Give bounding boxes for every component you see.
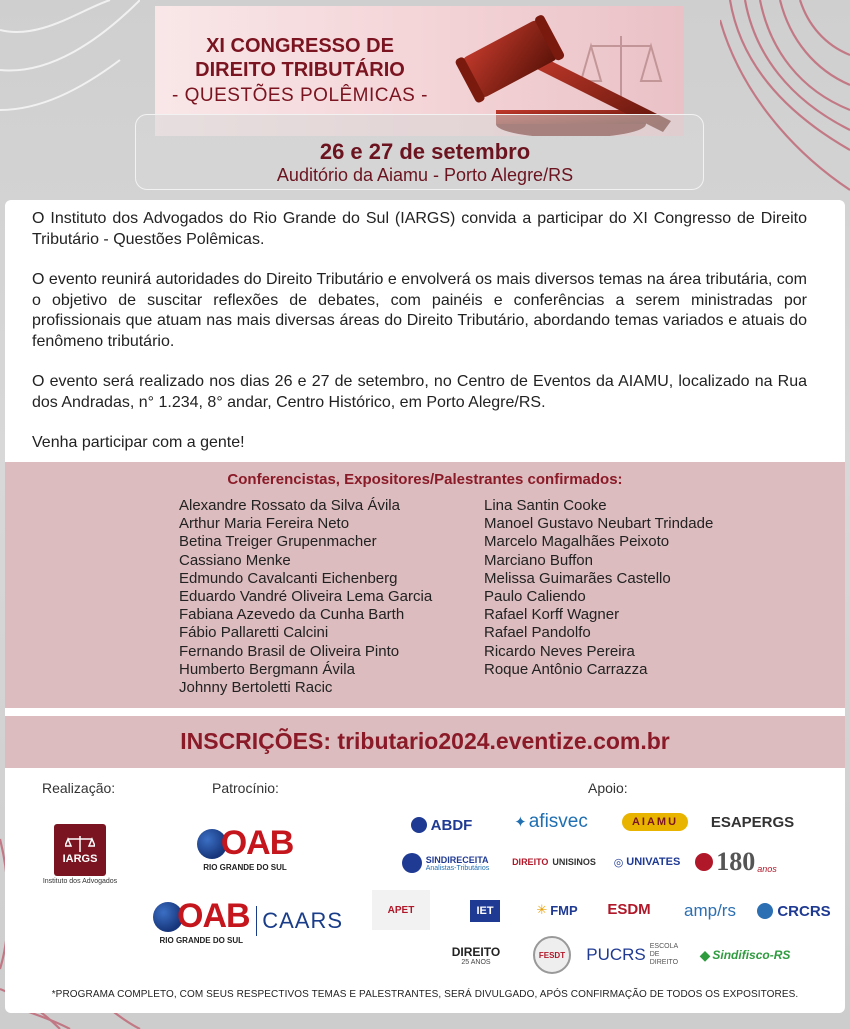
direito25-text: DIREITO [451,944,501,959]
esapergs-text: ESAPERGS [710,813,795,831]
speakers-list-left [179,497,432,697]
iab-icon [695,853,713,871]
apet-text: APET [387,904,415,916]
speaker-item: Arthur Maria Fereira Neto [179,515,350,533]
fmp-icon: ✳ [536,902,548,917]
footnote: *PROGRAMA COMPLETO, COM SEUS RESPECTIVOS TEMAS E PALESTRANTES, SERÁ DIVULGADO, APÓS CONFIRMAÇÃO DE TODOS OS EXPOSITORES. [51,989,799,1000]
speakers-title: Conferencistas, Expositores/Palestrantes confirmados: [227,471,623,488]
intro-text [32,209,807,454]
oab-caption: RIO GRANDE DO SUL [159,936,244,945]
event-subtitle: - QUESTÕES POLÊMICAS - [172,85,428,106]
logo-univates [608,850,686,874]
logo-afisvec [505,806,597,838]
iargs-emblem [54,824,106,876]
crcrs-icon [757,903,773,919]
caars-text: CAARS [262,908,343,933]
logo-esdm [595,894,663,924]
sindifisco-text: Sindifisco-RS [712,948,791,962]
abdf-icon [411,817,427,833]
iargs-caption: Instituto dos Advogados [42,877,118,885]
abdf-text: ABDF [430,816,473,834]
speaker-item: Fabiana Azevedo da Cunha Barth [179,606,405,624]
sindifisco-icon: ◆ [699,946,711,963]
speaker-item: Humberto Bergmann Ávila [179,660,355,678]
logo-direito-25 [445,940,507,970]
afisvec-icon: ✦ [514,814,527,831]
registration-link[interactable]: INSCRIÇÕES: tributario2024.eventize.com.br [180,728,670,754]
speaker-item: Cassiano Menke [179,551,291,569]
logo-crcrs [750,898,838,924]
label-patrocinio: Patrocínio: [212,780,279,796]
logo-iab-180 [695,844,777,880]
logo-oab-rs [195,822,295,874]
logo-sindireceita [398,848,493,878]
speaker-item: Johnny Bertoletti Racic [179,679,333,697]
registration-band [5,716,845,768]
intro-paragraph-1: O Instituto dos Advogados do Rio Grande do Sul (IARGS) convida a participar do XI Congresso de Direito Tributário - Questões Polêmicas. [32,210,807,248]
logo-apet [372,890,430,930]
speakers-section [5,462,845,708]
sindireceita-icon [402,853,422,873]
oab-text: OAB [177,897,250,935]
speaker-item: Marciano Buffon [484,551,593,569]
speaker-item: Ricardo Neves Pereira [484,642,635,660]
pucrs-sub: ESCOLA DE DIREITO [649,943,679,966]
logo-oab-caars [153,895,343,947]
event-title-line1: XI CONGRESSO DE [206,35,394,57]
logo-unisinos [508,846,600,878]
oab-text: OAB [220,824,294,862]
iab-180-text: 180 [716,847,756,876]
intro-paragraph-3: O evento será realizado nos dias 26 e 27 de setembro, no Centro de Eventos da AIAMU, localizado na Rua dos Andradas, n° 1.234, 8° andar, Centro Histórico, em Porto Alegre/RS. [32,373,807,411]
amprs-text: amp/rs [684,901,736,920]
crcrs-text: CRCRS [777,902,831,920]
sindireceita-sub: Analistas-Tributários [425,864,490,872]
pucrs-text: PUCRS [586,945,646,964]
logo-aiamu [610,810,700,834]
speaker-item: Marcelo Magalhães Peixoto [484,533,670,551]
speaker-item: Alexandre Rossato da Silva Ávila [179,497,400,514]
iet-text: IET [470,900,499,922]
label-apoio: Apoio: [588,780,628,796]
logo-sindifisco [697,942,793,968]
logo-fesdt [533,936,571,974]
event-venue: Auditório da Aiamu - Porto Alegre/RS [276,165,574,185]
escola-direito-text: DIREITO [512,857,549,867]
speaker-item: Rafael Korff Wagner [484,606,620,624]
fmp-text: FMP [550,902,578,918]
logo-pucrs [583,942,683,968]
speaker-item: Fernando Brasil de Oliveira Pinto [179,642,400,660]
logo-iet [455,897,515,925]
logo-esapergs [705,810,800,834]
iargs-text: IARGS [62,852,98,865]
speaker-item: Eduardo Vandré Oliveira Lema Garcia [179,588,433,606]
direito25-sub: 25 ANOS [461,958,491,966]
univates-icon: ◎ [613,856,624,869]
speaker-item: Roque Antônio Carrazza [484,660,648,678]
label-realizacao: Realização: [42,780,116,796]
speakers-list-right [484,497,713,679]
fesdt-text: FESDT [538,950,566,960]
speaker-item: Edmundo Cavalcanti Eichenberg [179,569,398,587]
speaker-item: Lina Santin Cooke [484,497,607,514]
univates-text: UNIVATES [626,856,681,868]
aiamu-text: AIAMU [622,813,688,831]
sindireceita-text: SINDIRECEITA [425,854,489,865]
logo-amprs [679,897,741,925]
event-dates: 26 e 27 de setembro [319,139,531,164]
iab-sub: anos [757,864,777,874]
speaker-item: Betina Treiger Grupenmacher [179,533,377,551]
logo-fmp [527,897,587,923]
unisinos-text: UNISINOS [552,857,596,867]
speaker-item: Melissa Guimarães Castello [484,569,671,587]
logo-iargs [42,821,118,887]
speaker-item: Rafael Pandolfo [484,624,591,642]
oab-caption: RIO GRANDE DO SUL [203,863,287,872]
afisvec-text: afisvec [528,811,588,832]
speaker-item: Paulo Caliendo [484,588,586,606]
event-title [155,34,445,82]
esdm-text: ESDM [607,900,651,918]
speaker-item: Manoel Gustavo Neubart Trindade [484,515,714,533]
divider [256,906,257,936]
logo-abdf [389,810,494,840]
scale-icon [65,835,95,853]
content-card [5,200,845,1013]
speaker-item: Fábio Pallaretti Calcini [179,624,329,642]
event-title-line2: DIREITO TRIBUTÁRIO [195,59,405,81]
intro-paragraph-4: Venha participar com a gente! [32,434,245,451]
intro-paragraph-2: O evento reunirá autoridades do Direito Tributário e envolverá os mais diversos temas na área tributária, com o objetivo de suscitar reflexões de debates, com painéis e conferências a serem ministradas por profissionais que atuam nas mais diversas áreas do Direito Tributário, abordando temas variados e atuais do fenômeno tributário. [32,271,807,350]
